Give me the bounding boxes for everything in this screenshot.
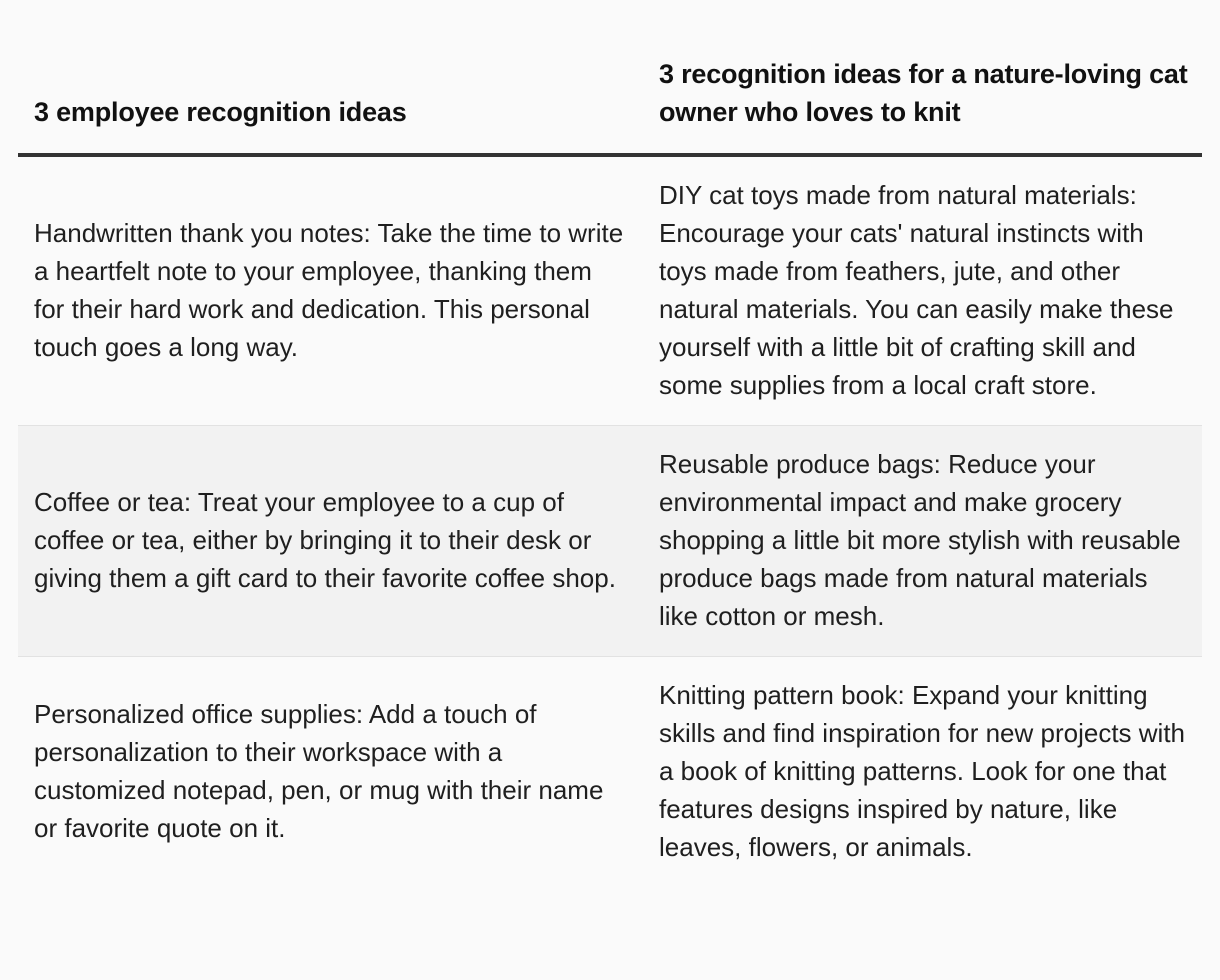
table-cell-employee-idea: Handwritten thank you notes: Take the time to write a heartfelt note to your employee, thanking them for their hard work and dedication. This personal touch goes a long way. (34, 218, 624, 362)
table-row (18, 657, 1202, 888)
header-row (18, 0, 1202, 155)
column-header-employee-ideas: 3 employee recognition ideas (18, 0, 642, 155)
table-cell-employee-idea: Coffee or tea: Treat your employee to a cup of coffee or tea, either by bringing it to their desk or giving them a gift card to their favorite coffee shop. (34, 487, 616, 593)
table-cell-cat-owner-idea: Knitting pattern book: Expand your knitting skills and find inspiration for new projects with a book of knitting patterns. Look for one that features designs inspired by nature, like leaves, flowers, or animals. (659, 680, 1186, 862)
table-header (18, 0, 1202, 155)
table-cell-employee-idea: Personalized office supplies: Add a touch of personalization to their workspace with a customized notepad, pen, or mug with their name or favorite quote on it. (34, 699, 604, 843)
comparison-table-container (18, 0, 1202, 887)
recognition-ideas-table (18, 0, 1202, 887)
column-header-cat-owner-ideas: 3 recognition ideas for a nature-loving cat owner who loves to knit (642, 0, 1202, 155)
table-body (18, 155, 1202, 887)
table-cell-cat-owner-idea: Reusable produce bags: Reduce your environmental impact and make grocery shopping a little bit more stylish with reusable produce bags made from natural materials like cotton or mesh. (659, 449, 1181, 631)
table-cell-cat-owner-idea: DIY cat toys made from natural materials: Encourage your cats' natural instincts with toys made from feathers, jute, and other natural materials. You can easily make these yourself with a little bit of crafting skill and some supplies from a local craft store. (659, 180, 1174, 400)
table-row (18, 155, 1202, 426)
table-row (18, 426, 1202, 657)
